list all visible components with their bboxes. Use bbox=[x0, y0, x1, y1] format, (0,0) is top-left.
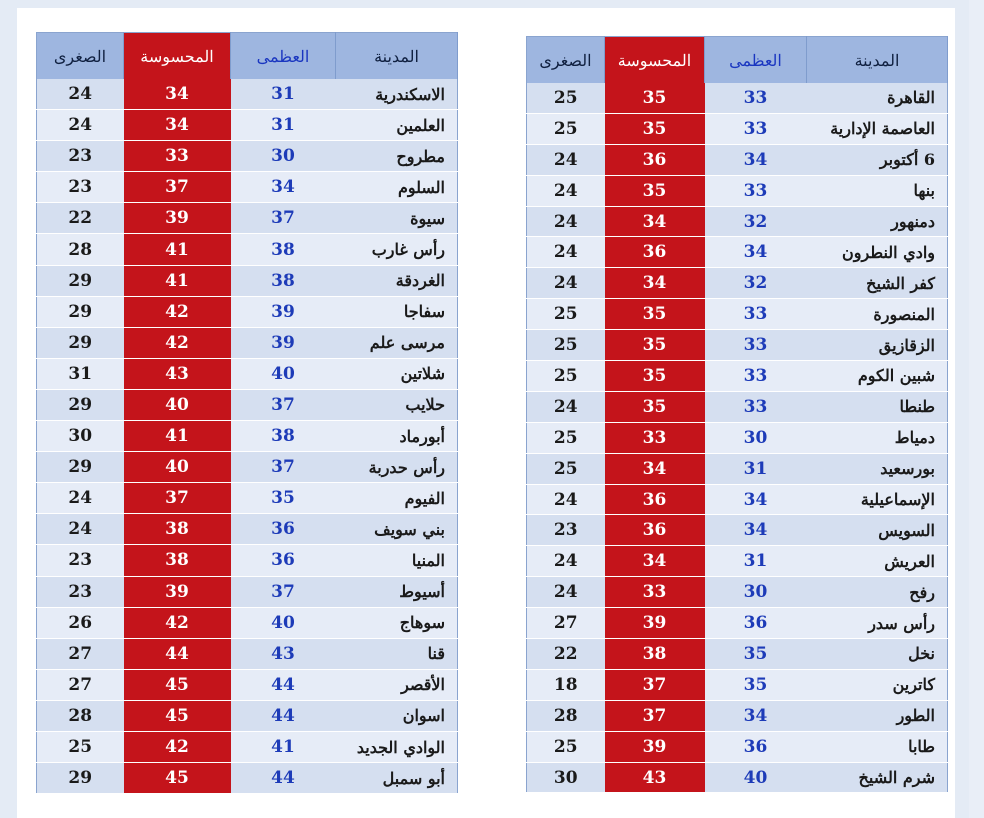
min-temp-cell: 23 bbox=[37, 576, 124, 607]
max-temp-cell: 39 bbox=[231, 327, 336, 358]
city-name-cell: حلايب bbox=[336, 389, 458, 420]
table-row bbox=[527, 700, 948, 731]
city-name-cell: أبورماد bbox=[336, 421, 458, 452]
min-temp-cell: 31 bbox=[37, 358, 124, 389]
min-temp-cell: 22 bbox=[37, 203, 124, 234]
header-city: المدينة bbox=[336, 33, 458, 80]
city-name-cell: رأس حدربة bbox=[336, 452, 458, 483]
city-name-cell: بورسعيد bbox=[807, 453, 948, 484]
felt-temp-cell: 42 bbox=[124, 327, 231, 358]
table-row bbox=[527, 731, 948, 762]
max-temp-cell: 36 bbox=[705, 731, 807, 762]
min-temp-cell: 25 bbox=[527, 83, 605, 113]
city-name-cell: الفيوم bbox=[336, 483, 458, 514]
min-temp-cell: 25 bbox=[527, 731, 605, 762]
felt-temp-cell: 45 bbox=[124, 669, 231, 700]
max-temp-cell: 38 bbox=[231, 234, 336, 265]
felt-temp-cell: 42 bbox=[124, 296, 231, 327]
city-name-cell: مطروح bbox=[336, 141, 458, 172]
city-name-cell: بنها bbox=[807, 175, 948, 206]
felt-temp-cell: 41 bbox=[124, 265, 231, 296]
city-name-cell: شلاتين bbox=[336, 358, 458, 389]
max-temp-cell: 34 bbox=[705, 237, 807, 268]
felt-temp-cell: 35 bbox=[605, 113, 705, 144]
max-temp-cell: 34 bbox=[705, 144, 807, 175]
max-temp-cell: 36 bbox=[231, 514, 336, 545]
table-row bbox=[527, 206, 948, 237]
table-row bbox=[37, 265, 458, 296]
min-temp-cell: 29 bbox=[37, 327, 124, 358]
max-temp-cell: 44 bbox=[231, 763, 336, 794]
city-name-cell: بني سويف bbox=[336, 514, 458, 545]
min-temp-cell: 24 bbox=[37, 79, 124, 110]
max-temp-cell: 37 bbox=[231, 389, 336, 420]
felt-temp-cell: 34 bbox=[605, 268, 705, 299]
max-temp-cell: 30 bbox=[705, 422, 807, 453]
table-row bbox=[37, 483, 458, 514]
felt-temp-cell: 33 bbox=[605, 422, 705, 453]
max-temp-cell: 31 bbox=[231, 79, 336, 110]
header-min: الصغرى bbox=[37, 33, 124, 80]
min-temp-cell: 29 bbox=[37, 265, 124, 296]
city-name-cell: 6 أكتوبر bbox=[807, 144, 948, 175]
min-temp-cell: 23 bbox=[527, 515, 605, 546]
felt-temp-cell: 36 bbox=[605, 237, 705, 268]
max-temp-cell: 32 bbox=[705, 206, 807, 237]
table-row bbox=[37, 203, 458, 234]
table-row bbox=[527, 237, 948, 268]
table-row bbox=[527, 546, 948, 577]
max-temp-cell: 35 bbox=[231, 483, 336, 514]
city-name-cell: شبين الكوم bbox=[807, 361, 948, 392]
min-temp-cell: 28 bbox=[37, 700, 124, 731]
table-row bbox=[37, 700, 458, 731]
max-temp-cell: 43 bbox=[231, 638, 336, 669]
table-row bbox=[527, 669, 948, 700]
table-row bbox=[37, 327, 458, 358]
min-temp-cell: 22 bbox=[527, 639, 605, 670]
felt-temp-cell: 40 bbox=[124, 389, 231, 420]
min-temp-cell: 27 bbox=[527, 608, 605, 639]
table-row bbox=[527, 83, 948, 113]
felt-temp-cell: 41 bbox=[124, 234, 231, 265]
felt-temp-cell: 36 bbox=[605, 515, 705, 546]
felt-temp-cell: 33 bbox=[605, 577, 705, 608]
city-name-cell: العريش bbox=[807, 546, 948, 577]
city-name-cell: قنا bbox=[336, 638, 458, 669]
header-max: العظمى bbox=[231, 33, 336, 80]
max-temp-cell: 31 bbox=[231, 110, 336, 141]
city-name-cell: المنصورة bbox=[807, 299, 948, 330]
table-row bbox=[37, 234, 458, 265]
max-temp-cell: 33 bbox=[705, 83, 807, 113]
max-temp-cell: 35 bbox=[705, 669, 807, 700]
header-felt: المحسوسة bbox=[124, 33, 231, 80]
city-name-cell: طابا bbox=[807, 731, 948, 762]
table-row bbox=[527, 330, 948, 361]
felt-temp-cell: 34 bbox=[124, 110, 231, 141]
table-row bbox=[37, 763, 458, 794]
felt-temp-cell: 35 bbox=[605, 330, 705, 361]
city-name-cell: طنطا bbox=[807, 391, 948, 422]
felt-temp-cell: 39 bbox=[124, 203, 231, 234]
table-row bbox=[527, 515, 948, 546]
max-temp-cell: 33 bbox=[705, 299, 807, 330]
max-temp-cell: 30 bbox=[231, 141, 336, 172]
felt-temp-cell: 34 bbox=[605, 453, 705, 484]
felt-temp-cell: 39 bbox=[124, 576, 231, 607]
max-temp-cell: 31 bbox=[705, 546, 807, 577]
max-temp-cell: 34 bbox=[705, 700, 807, 731]
min-temp-cell: 24 bbox=[527, 577, 605, 608]
felt-temp-cell: 34 bbox=[605, 206, 705, 237]
felt-temp-cell: 40 bbox=[124, 452, 231, 483]
city-name-cell: السلوم bbox=[336, 172, 458, 203]
min-temp-cell: 27 bbox=[37, 669, 124, 700]
min-temp-cell: 24 bbox=[527, 237, 605, 268]
city-name-cell: الاسكندرية bbox=[336, 79, 458, 110]
min-temp-cell: 24 bbox=[527, 144, 605, 175]
min-temp-cell: 24 bbox=[527, 268, 605, 299]
max-temp-cell: 37 bbox=[231, 452, 336, 483]
min-temp-cell: 25 bbox=[527, 299, 605, 330]
city-name-cell: الطور bbox=[807, 700, 948, 731]
max-temp-cell: 37 bbox=[231, 576, 336, 607]
min-temp-cell: 23 bbox=[37, 172, 124, 203]
table-row bbox=[37, 731, 458, 762]
max-temp-cell: 33 bbox=[705, 391, 807, 422]
city-name-cell: اسوان bbox=[336, 700, 458, 731]
max-temp-cell: 32 bbox=[705, 268, 807, 299]
table-row bbox=[37, 110, 458, 141]
table-row bbox=[37, 669, 458, 700]
city-name-cell: رفح bbox=[807, 577, 948, 608]
felt-temp-cell: 38 bbox=[605, 639, 705, 670]
felt-temp-cell: 42 bbox=[124, 731, 231, 762]
max-temp-cell: 36 bbox=[231, 545, 336, 576]
table-row bbox=[37, 607, 458, 638]
felt-temp-cell: 34 bbox=[124, 79, 231, 110]
table-row bbox=[37, 389, 458, 420]
city-name-cell: كاترين bbox=[807, 669, 948, 700]
min-temp-cell: 25 bbox=[527, 330, 605, 361]
min-temp-cell: 24 bbox=[37, 110, 124, 141]
city-name-cell: وادي النطرون bbox=[807, 237, 948, 268]
felt-temp-cell: 37 bbox=[605, 669, 705, 700]
max-temp-cell: 41 bbox=[231, 731, 336, 762]
city-name-cell: سوهاج bbox=[336, 607, 458, 638]
city-name-cell: الغردقة bbox=[336, 265, 458, 296]
min-temp-cell: 25 bbox=[527, 453, 605, 484]
table-row bbox=[527, 361, 948, 392]
felt-temp-cell: 38 bbox=[124, 514, 231, 545]
table-row bbox=[527, 484, 948, 515]
table-row bbox=[37, 358, 458, 389]
left-weather-table bbox=[36, 32, 458, 794]
min-temp-cell: 24 bbox=[527, 391, 605, 422]
min-temp-cell: 30 bbox=[527, 762, 605, 793]
max-temp-cell: 35 bbox=[705, 639, 807, 670]
felt-temp-cell: 39 bbox=[605, 608, 705, 639]
max-temp-cell: 37 bbox=[231, 203, 336, 234]
min-temp-cell: 23 bbox=[37, 545, 124, 576]
city-name-cell: سيوة bbox=[336, 203, 458, 234]
table-row bbox=[527, 639, 948, 670]
felt-temp-cell: 44 bbox=[124, 638, 231, 669]
max-temp-cell: 34 bbox=[705, 515, 807, 546]
city-name-cell: رأس سدر bbox=[807, 608, 948, 639]
min-temp-cell: 25 bbox=[37, 731, 124, 762]
max-temp-cell: 34 bbox=[231, 172, 336, 203]
max-temp-cell: 33 bbox=[705, 113, 807, 144]
right-table-header bbox=[527, 37, 948, 84]
felt-temp-cell: 37 bbox=[124, 483, 231, 514]
min-temp-cell: 28 bbox=[37, 234, 124, 265]
table-row bbox=[37, 421, 458, 452]
felt-temp-cell: 37 bbox=[605, 700, 705, 731]
max-temp-cell: 30 bbox=[705, 577, 807, 608]
table-row bbox=[527, 608, 948, 639]
felt-temp-cell: 33 bbox=[124, 141, 231, 172]
min-temp-cell: 30 bbox=[37, 421, 124, 452]
city-name-cell: المنيا bbox=[336, 545, 458, 576]
min-temp-cell: 24 bbox=[527, 484, 605, 515]
min-temp-cell: 25 bbox=[527, 113, 605, 144]
felt-temp-cell: 38 bbox=[124, 545, 231, 576]
felt-temp-cell: 43 bbox=[124, 358, 231, 389]
max-temp-cell: 40 bbox=[705, 762, 807, 793]
city-name-cell: السويس bbox=[807, 515, 948, 546]
city-name-cell: الإسماعيلية bbox=[807, 484, 948, 515]
table-row bbox=[527, 453, 948, 484]
max-temp-cell: 39 bbox=[231, 296, 336, 327]
table-row bbox=[527, 391, 948, 422]
min-temp-cell: 24 bbox=[527, 175, 605, 206]
max-temp-cell: 34 bbox=[705, 484, 807, 515]
min-temp-cell: 28 bbox=[527, 700, 605, 731]
min-temp-cell: 24 bbox=[37, 483, 124, 514]
min-temp-cell: 29 bbox=[37, 296, 124, 327]
min-temp-cell: 18 bbox=[527, 669, 605, 700]
table-row bbox=[37, 79, 458, 110]
right-weather-table bbox=[526, 36, 948, 793]
felt-temp-cell: 45 bbox=[124, 763, 231, 794]
header-min: الصغرى bbox=[527, 37, 605, 84]
min-temp-cell: 23 bbox=[37, 141, 124, 172]
city-name-cell: الأقصر bbox=[336, 669, 458, 700]
header-max: العظمى bbox=[705, 37, 807, 84]
city-name-cell: نخل bbox=[807, 639, 948, 670]
felt-temp-cell: 45 bbox=[124, 700, 231, 731]
table-row bbox=[527, 175, 948, 206]
min-temp-cell: 27 bbox=[37, 638, 124, 669]
table-row bbox=[527, 268, 948, 299]
table-row bbox=[37, 514, 458, 545]
table-row bbox=[527, 299, 948, 330]
felt-temp-cell: 36 bbox=[605, 484, 705, 515]
felt-temp-cell: 37 bbox=[124, 172, 231, 203]
city-name-cell: دمنهور bbox=[807, 206, 948, 237]
max-temp-cell: 33 bbox=[705, 330, 807, 361]
max-temp-cell: 38 bbox=[231, 265, 336, 296]
header-city: المدينة bbox=[807, 37, 948, 84]
table-row bbox=[527, 113, 948, 144]
felt-temp-cell: 35 bbox=[605, 83, 705, 113]
city-name-cell: سفاجا bbox=[336, 296, 458, 327]
city-name-cell: القاهرة bbox=[807, 83, 948, 113]
max-temp-cell: 44 bbox=[231, 700, 336, 731]
felt-temp-cell: 35 bbox=[605, 175, 705, 206]
city-name-cell: مرسى علم bbox=[336, 327, 458, 358]
min-temp-cell: 24 bbox=[37, 514, 124, 545]
city-name-cell: كفر الشيخ bbox=[807, 268, 948, 299]
table-row bbox=[37, 452, 458, 483]
min-temp-cell: 24 bbox=[527, 206, 605, 237]
city-name-cell: أبو سمبل bbox=[336, 763, 458, 794]
min-temp-cell: 25 bbox=[527, 422, 605, 453]
header-felt: المحسوسة bbox=[605, 37, 705, 84]
city-name-cell: العاصمة الإدارية bbox=[807, 113, 948, 144]
min-temp-cell: 25 bbox=[527, 361, 605, 392]
min-temp-cell: 29 bbox=[37, 452, 124, 483]
felt-temp-cell: 34 bbox=[605, 546, 705, 577]
felt-temp-cell: 36 bbox=[605, 144, 705, 175]
city-name-cell: رأس غارب bbox=[336, 234, 458, 265]
table-row bbox=[37, 638, 458, 669]
city-name-cell: الزقازيق bbox=[807, 330, 948, 361]
city-name-cell: الوادي الجديد bbox=[336, 731, 458, 762]
city-name-cell: العلمين bbox=[336, 110, 458, 141]
table-row bbox=[37, 576, 458, 607]
felt-temp-cell: 35 bbox=[605, 391, 705, 422]
table-row bbox=[37, 141, 458, 172]
min-temp-cell: 26 bbox=[37, 607, 124, 638]
max-temp-cell: 44 bbox=[231, 669, 336, 700]
max-temp-cell: 38 bbox=[231, 421, 336, 452]
min-temp-cell: 24 bbox=[527, 546, 605, 577]
table-row bbox=[527, 762, 948, 793]
felt-temp-cell: 35 bbox=[605, 299, 705, 330]
table-row bbox=[37, 545, 458, 576]
max-temp-cell: 33 bbox=[705, 361, 807, 392]
felt-temp-cell: 42 bbox=[124, 607, 231, 638]
max-temp-cell: 33 bbox=[705, 175, 807, 206]
table-row bbox=[37, 172, 458, 203]
table-row bbox=[527, 577, 948, 608]
felt-temp-cell: 41 bbox=[124, 421, 231, 452]
city-name-cell: شرم الشيخ bbox=[807, 762, 948, 793]
felt-temp-cell: 35 bbox=[605, 361, 705, 392]
felt-temp-cell: 39 bbox=[605, 731, 705, 762]
page-edge bbox=[969, 0, 984, 818]
max-temp-cell: 31 bbox=[705, 453, 807, 484]
max-temp-cell: 40 bbox=[231, 358, 336, 389]
city-name-cell: دمياط bbox=[807, 422, 948, 453]
felt-temp-cell: 43 bbox=[605, 762, 705, 793]
left-table-header bbox=[37, 33, 458, 80]
table-row bbox=[37, 296, 458, 327]
city-name-cell: أسيوط bbox=[336, 576, 458, 607]
table-row bbox=[527, 422, 948, 453]
max-temp-cell: 40 bbox=[231, 607, 336, 638]
table-row bbox=[527, 144, 948, 175]
max-temp-cell: 36 bbox=[705, 608, 807, 639]
min-temp-cell: 29 bbox=[37, 763, 124, 794]
min-temp-cell: 29 bbox=[37, 389, 124, 420]
